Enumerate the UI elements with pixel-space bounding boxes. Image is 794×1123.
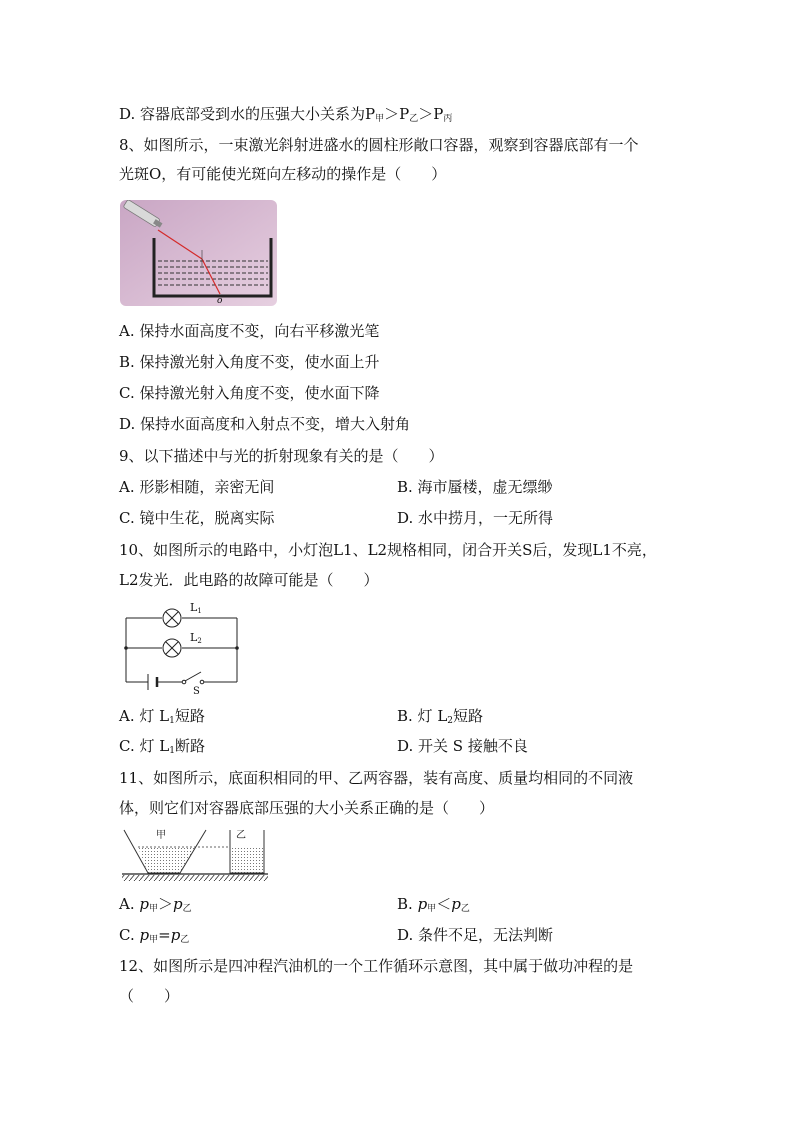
q11-figure-svg	[120, 826, 270, 884]
q11-option-d: D. 条件不足，无法判断	[397, 926, 554, 944]
q8-figure-svg	[120, 200, 277, 306]
label-yi: 乙	[236, 830, 246, 841]
q8-option-a: A. 保持水面高度不变，向右平移激光笔	[119, 322, 380, 340]
q8-option-d: D. 保持水面高度和入射点不变，增大入射角	[119, 415, 411, 433]
label-s: S	[193, 686, 200, 696]
q10-circuit-figure	[120, 598, 245, 696]
q8-stem-line2: 光斑O，有可能使光斑向左移动的操作是（ ）	[119, 165, 447, 183]
q10-circuit-svg	[120, 598, 245, 696]
q8-option-c: C. 保持激光射入角度不变，使水面下降	[119, 384, 380, 402]
q10-stem-line2: L2发光．此电路的故障可能是（ ）	[119, 571, 379, 589]
q8-stem-line1: 8、如图所示，一束激光斜射进盛水的圆柱形敞口容器，观察到容器底部有一个	[119, 136, 639, 154]
label-l1: L1	[190, 601, 202, 615]
q11-stem-line1: 11、如图所示，底面积相同的甲、乙两容器，装有高度、质量均相同的不同液	[119, 769, 634, 787]
q10-option-a: A. 灯 $L_1$短路	[119, 707, 205, 726]
q11-option-c: C. $p_甲=p_乙$	[119, 926, 190, 945]
q9-option-a: A. 形影相随，亲密无间	[119, 478, 275, 496]
q11-option-b: B. $p_甲<p_乙$	[397, 895, 470, 914]
q11-stem-line2: 体，则它们对容器底部压强的大小关系正确的是（ ）	[119, 799, 495, 817]
q10-option-c: C. 灯 $L_1$断路	[119, 737, 205, 756]
q11-containers-figure	[120, 826, 270, 884]
label-jia: 甲	[156, 830, 166, 841]
q8-option-b: B. 保持激光射入角度不变，使水面上升	[119, 353, 380, 371]
switch-icon	[182, 672, 204, 684]
ground-hatch	[122, 875, 268, 881]
q9-option-b: B. 海市蜃楼，虚无缥缈	[397, 478, 553, 496]
lamp-l1-icon	[163, 609, 181, 627]
q12-stem-line1: 12、如图所示是四冲程汽油机的一个工作循环示意图，其中属于做功冲程的是	[119, 957, 634, 975]
q10-stem-line1: 10、如图所示的电路中，小灯泡L1、L2规格相同，闭合开关S后，发现L1不亮，	[119, 541, 657, 559]
label-l2: L2	[190, 631, 202, 645]
spot-label-o: o	[217, 296, 223, 306]
container-yi-liquid	[230, 847, 264, 873]
q10-option-b: B. 灯 $L_2$短路	[397, 707, 484, 726]
q10-option-d: D. 开关 S 接触不良	[397, 737, 528, 755]
q12-stem-line2: （ ）	[119, 987, 180, 1005]
q8-laser-container-figure	[120, 200, 277, 306]
q9-stem: 9、以下描述中与光的折射现象有关的是（ ）	[119, 447, 444, 465]
q9-option-d: D. 水中捞月，一无所得	[397, 509, 554, 527]
q9-option-c: C. 镜中生花，脱离实际	[119, 509, 275, 527]
battery-icon	[148, 674, 157, 690]
lamp-l2-icon	[163, 639, 181, 657]
q7-option-d: D. 容器底部受到水的压强大小关系为$P_甲>P_乙>P_丙$	[119, 105, 453, 124]
q11-option-a: A. $p_甲>p_乙$	[119, 895, 192, 914]
